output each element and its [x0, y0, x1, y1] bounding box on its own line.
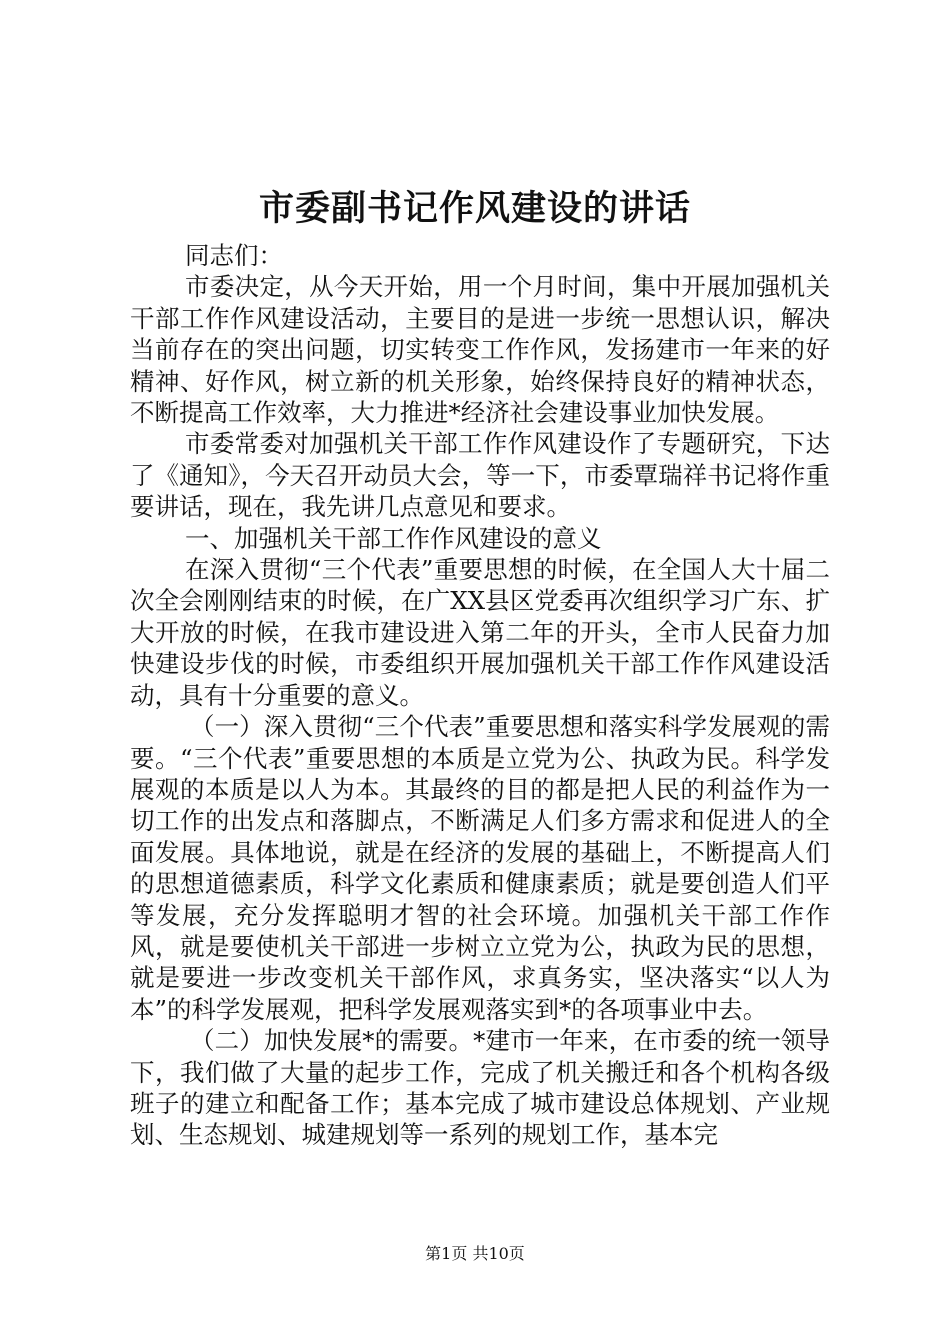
section-heading-1: 一、加强机关干部工作作风建设的意义: [185, 523, 602, 553]
salutation: 同志们：: [185, 241, 283, 270]
paragraph-1: 市委决定，从今天开始，用一个月时间，集中开展加强机关干部工作作风建设活动，主要目的是进一步统一思想认识，解决当前存在的突出问题，切实转变工作作风，发扬建市一年来的好精神、好作风，树立新的机关形象，始终保持良好的精神状态，不断提高工作效率，大力推进*经济社会建设事业加快发展。: [130, 272, 830, 428]
paragraph-2: 市委常委对加强机关干部工作作风建设作了专题研究，下达了《通知》，今天召开动员大会，等一下，市委覃瑞祥书记将作重要讲话，现在，我先讲几点意见和要求。: [130, 429, 830, 522]
document-title: 市委副书记作风建设的讲话: [258, 188, 691, 229]
paragraph-3: 在深入贯彻“三个代表”重要思想的时候，在全国人大十届二次全会刚刚结束的时候，在广XX县区党委再次组织学习广东、扩大开放的时候，在我市建设进入第二年的开头，全市人民奋力加快建设步伐的时候，市委组织开展加强机关干部工作作风建设活动，具有十分重要的意义。: [130, 555, 830, 710]
paragraph-5: （二）加快发展*的需要。*建市一年来，在市委的统一领导下，我们做了大量的起步工作，完成了机关搬迁和各个机构各级班子的建立和配备工作；基本完成了城市建设总体规划、产业规划、生态规划、城建规划等一系列的规划工作，基本完: [130, 1026, 830, 1150]
document-body: [130, 240, 830, 1151]
paragraph-4: （一）深入贯彻“三个代表”重要思想和落实科学发展观的需要。“三个代表”重要思想的本质是立党为公、执政为民。科学发展观的本质是以人为本。其最终的目的都是把人民的利益作为一切工作的出发点和落脚点，不断满足人们多方需求和促进人的全面发展。具体地说，就是在经济的发展的基础上，不断提高人们的思想道德素质，科学文化素质和健康素质；就是要创造人们平等发展，充分发挥聪明才智的社会环境。加强机关干部工作作风，就是要使机关干部进一步树立立党为公，执政为民的思想，就是要进一步改变机关干部作风，求真务实，坚决落实“以人为本”的科学发展观，把科学发展观落实到*的各项事业中去。: [130, 712, 830, 1024]
page-number-footer: 第1页 共10页: [425, 1244, 525, 1263]
